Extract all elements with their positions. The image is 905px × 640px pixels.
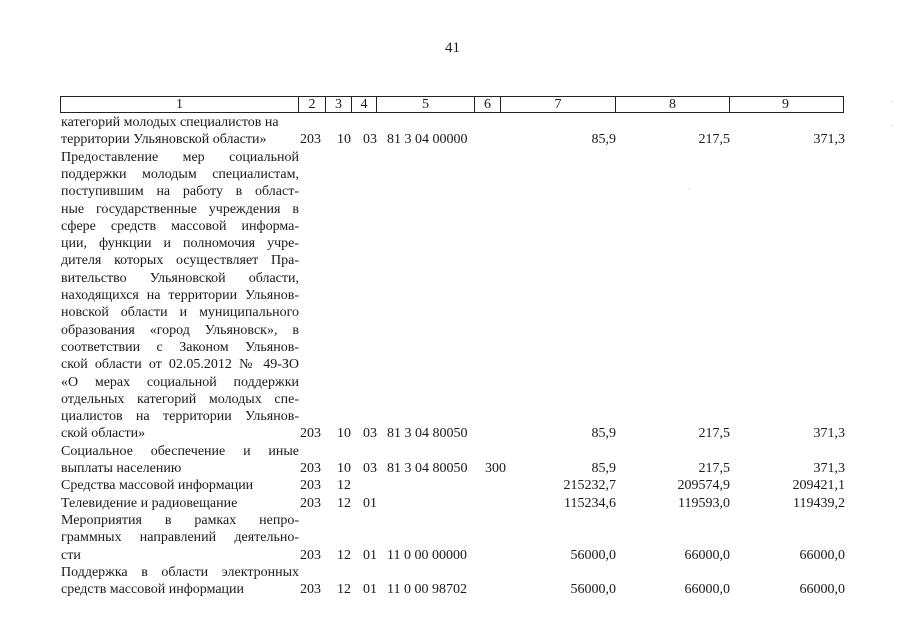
row-description: средств массовой информации <box>61 582 245 598</box>
cell-col-7: 56000,0 <box>570 547 616 563</box>
cell-col-8: 66000,0 <box>684 582 730 598</box>
header-col-7: 7 <box>501 97 616 112</box>
cell-col-2: 203 <box>300 461 321 476</box>
table-row <box>61 304 846 321</box>
table-row <box>61 201 846 218</box>
cell-col-9: 66000,0 <box>799 582 845 598</box>
cell-col-2: 203 <box>300 582 321 598</box>
cell-col-2: 203 <box>300 478 321 494</box>
cell-col-9: 119439,2 <box>793 495 845 511</box>
row-description: Поддержка в области электронных <box>61 564 299 580</box>
row-description: новской области и муниципального <box>61 305 299 321</box>
cell-col-5: 81 3 04 80050 <box>387 426 468 442</box>
cell-col-3: 12 <box>337 582 351 598</box>
row-description: отдельных категорий молодых спе- <box>61 391 299 407</box>
cell-col-6: 300 <box>485 461 506 476</box>
cell-col-8: 209574,9 <box>677 478 730 494</box>
cell-col-2: 203 <box>300 132 321 148</box>
table-row <box>61 114 846 131</box>
cell-col-8: 119593,0 <box>678 495 730 511</box>
table-row <box>61 512 846 529</box>
cell-col-4: 01 <box>363 495 377 511</box>
cell-col-9: 371,3 <box>813 132 845 148</box>
cell-col-8: 217,5 <box>698 461 730 476</box>
row-description: выплаты населению <box>61 461 182 476</box>
row-description: категорий молодых специалистов на <box>61 115 279 130</box>
row-description: соответствии с Законом Ульянов- <box>61 339 299 355</box>
cell-col-7: 215232,7 <box>563 478 616 494</box>
cell-col-4: 03 <box>363 426 377 442</box>
cell-col-5: 11 0 00 00000 <box>387 547 467 563</box>
table-row <box>61 218 846 235</box>
row-description: вительство Ульяновской области, <box>61 270 299 286</box>
cell-col-3: 10 <box>337 461 351 476</box>
row-description: дителя которых осуществляет Пра- <box>61 253 299 269</box>
row-description: Мероприятия в рамках непро- <box>61 512 299 528</box>
table-row <box>61 547 846 564</box>
cell-col-8: 217,5 <box>698 426 730 442</box>
cell-col-3: 12 <box>337 547 351 563</box>
table-row <box>61 131 846 148</box>
cell-col-4: 01 <box>363 582 377 598</box>
cell-col-9: 371,3 <box>813 461 845 476</box>
page-number: 41 <box>445 40 460 56</box>
table-row <box>61 391 846 408</box>
table-row <box>61 425 846 442</box>
header-col-9: 9 <box>782 97 789 112</box>
row-description: Средства массовой информации <box>61 478 254 494</box>
cell-col-5: 81 3 04 80050 <box>387 461 468 476</box>
table-row <box>61 443 846 460</box>
cell-col-5: 11 0 00 98702 <box>387 582 467 598</box>
table-row <box>61 252 846 269</box>
cell-col-3: 12 <box>337 478 351 494</box>
table-row <box>61 581 846 598</box>
header-col-6: 6 <box>475 97 501 112</box>
row-description: «О мерах социальной поддержки <box>61 374 299 390</box>
table-row <box>61 270 846 287</box>
table-row <box>61 408 846 425</box>
row-description: Телевидение и радиовещание <box>61 495 238 511</box>
table-row <box>61 322 846 339</box>
row-description: ской области от 02.05.2012 № 49-ЗО <box>61 357 299 373</box>
cell-col-8: 217,5 <box>698 132 730 148</box>
row-description: сти <box>61 547 81 563</box>
row-description: граммных направлений деятельно- <box>61 530 299 546</box>
cell-col-9: 209421,1 <box>792 478 845 494</box>
table-header <box>60 96 844 113</box>
cell-col-7: 85,9 <box>591 426 616 442</box>
table-row <box>61 529 846 546</box>
row-description: территории Ульяновской области» <box>61 132 267 148</box>
header-col-2: 2 <box>299 97 326 112</box>
table-row <box>61 477 846 494</box>
cell-col-9: 371,3 <box>813 426 845 442</box>
table-row <box>61 356 846 373</box>
row-description: образования «город Ульяновск», в <box>61 322 299 338</box>
cell-col-4: 03 <box>363 132 377 148</box>
header-col-3: 3 <box>326 97 352 112</box>
table-row <box>61 374 846 391</box>
row-description: ные государственные учреждения в <box>61 201 299 217</box>
cell-col-8: 66000,0 <box>684 547 730 563</box>
header-col-1: 1 <box>61 97 299 112</box>
cell-col-2: 203 <box>300 426 321 442</box>
margin-mark: · <box>688 185 691 194</box>
margin-mark: · <box>891 122 894 131</box>
row-description: находящихся на территории Ульянов- <box>61 288 299 303</box>
cell-col-3: 10 <box>337 426 351 442</box>
cell-col-4: 01 <box>363 547 377 563</box>
table-row <box>61 166 846 183</box>
margin-mark: · <box>891 98 894 107</box>
header-col-4: 4 <box>352 97 377 112</box>
cell-col-3: 12 <box>337 495 351 511</box>
cell-col-3: 10 <box>337 132 351 148</box>
cell-col-9: 66000,0 <box>799 547 845 563</box>
cell-col-4: 03 <box>363 461 377 476</box>
table-row <box>61 149 846 166</box>
table-row <box>61 564 846 581</box>
row-description: поступившим на работу в област- <box>61 184 299 200</box>
table-row <box>61 183 846 200</box>
row-description: поддержки молодым специалистам, <box>61 166 299 182</box>
table-row <box>61 460 846 477</box>
header-col-8: 8 <box>616 97 730 112</box>
header-col-5: 5 <box>377 97 475 112</box>
cell-col-7: 85,9 <box>591 132 616 148</box>
row-description: сфере средств массовой информа- <box>61 218 299 234</box>
row-description: Социальное обеспечение и иные <box>61 443 299 459</box>
table-row <box>61 495 846 512</box>
row-description: циалистов на территории Ульянов- <box>61 409 299 425</box>
cell-col-2: 203 <box>300 547 321 563</box>
cell-col-2: 203 <box>300 495 321 511</box>
row-description: ции, функции и полномочия учре- <box>61 236 299 252</box>
cell-col-5: 81 3 04 00000 <box>387 132 468 148</box>
cell-col-7: 85,9 <box>591 461 616 476</box>
table-row <box>61 235 846 252</box>
row-description: ской области» <box>61 426 146 442</box>
cell-col-7: 115234,6 <box>564 495 616 511</box>
cell-col-7: 56000,0 <box>570 582 616 598</box>
row-description: Предоставление мер социальной <box>61 149 299 165</box>
table-row <box>61 339 846 356</box>
table-row <box>61 287 846 304</box>
